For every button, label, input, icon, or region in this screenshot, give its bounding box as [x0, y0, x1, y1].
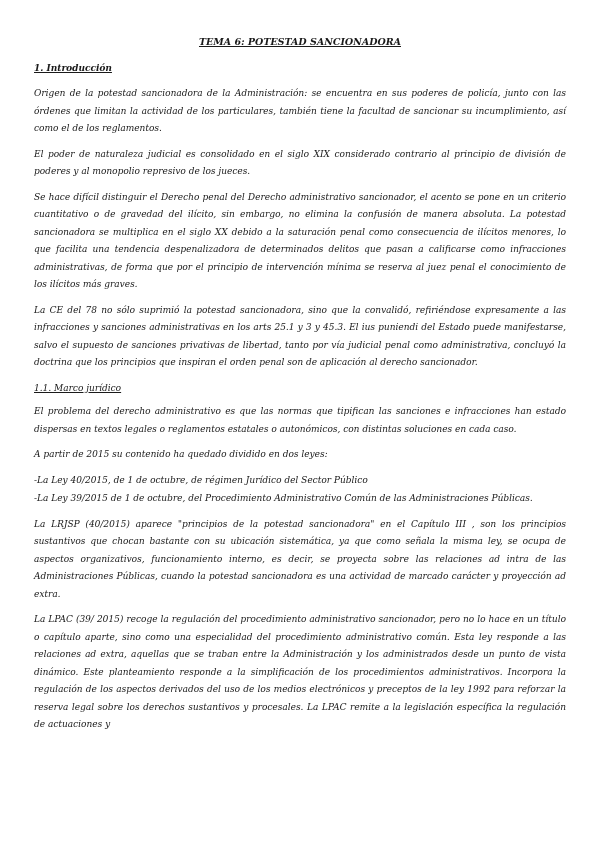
law-item-39-2015: -La Ley 39/2015 de 1 de octubre, del Procedimiento Administrativo Común de las Administraciones Públicas.: [34, 494, 533, 504]
paragraph-lpac: La LPAC (39/ 2015) recoge la regulación del procedimiento administrativo sancionador, pero no lo hace en un título o capítulo aparte, sino como una especialidad del procedimiento administrativo común. Esta ley responde a las relaciones ad extra, aquellas que se traban entre la Administración y los administrados desde un punto de vista dinámico. Este planteamiento responde a la simplificación de los procedimientos administrativos. Incorpora la regulación de los aspectos derivados del uso de los medios electrónicos y preceptos de la ley 1992 para reforzar la reserva legal sobre los derechos sustantivos y procesales. La LPAC remite a la legislación específica la regulación de actuaciones y: [34, 615, 566, 730]
paragraph-lrjsp: La LRJSP (40/2015) aparece "principios de la potestad sancionadora" en el Capítulo III , son los principios sustantivos que chocan bastante con su ubicación sistemática, ya que como señala la misma ley, se ocupa de aspectos organizativos, funcionamiento interno, es decir, se proyecta sobre las relaciones ad intra de las Administraciones Públicas, cuando la potestad sancionadora es una actividad de marcado carácter y proyección ad extra.: [34, 519, 566, 600]
document-body: [34, 34, 566, 743]
paragraph-ce-78: La CE del 78 no sólo suprimió la potestad sancionadora, sino que la convalidó, refiriéndose expresamente a las infracciones y sanciones administrativas en los arts 25.1 y 3 y 45.3. El ius puniendi del Estado puede manifestarse, salvo el supuesto de sanciones privativas de libertad, tanto por vía judicial penal como administrativa, concluyó la doctrina que los principios que inspiran el orden penal son de aplicación al derecho sancionador.: [34, 305, 566, 368]
section-heading-marco-juridico: 1.1. Marco jurídico: [34, 383, 122, 394]
paragraph-derecho-penal: Se hace difícil distinguir el Derecho penal del Derecho administrativo sancionador, el acento se pone en un criterio cuantitativo o de gravedad del ilícito, sin embargo, no elimina la confusión de manera absoluta. La potestad sancionadora se multiplica en el siglo XX debido a la saturación penal como consecuencia de ilícitos menores, lo que facilita una tendencia despenalizadora de determinados delitos que pasan a calificarse como infracciones administrativas, de forma que por el principio de intervención mínima se reserva al juez penal el conocimiento de los ilícitos más graves.: [34, 192, 566, 290]
law-item-40-2015: -La Ley 40/2015, de 1 de octubre, de régimen Jurídico del Sector Público: [34, 475, 368, 486]
paragraph-origen: Origen de la potestad sancionadora de la Administración: se encuentra en sus poderes de policía, junto con las órdenes que limitan la actividad de los particulares, también tiene la facultad de sancionar su incumplimiento, así como el de los reglamentos.: [34, 89, 566, 134]
paragraph-dos-leyes: A partir de 2015 su contenido ha quedado dividido en dos leyes:: [34, 450, 328, 460]
paragraph-problema: El problema del derecho administrativo es que las normas que tipifican las sanciones e infracciones han estado dispersas en textos legales o reglamentos estatales o autonómicos, con distintas soluciones en cada caso.: [34, 407, 566, 435]
document-title: TEMA 6: POTESTAD SANCIONADORA: [198, 37, 401, 48]
paragraph-poder-judicial: El poder de naturaleza judicial es consolidado en el siglo XIX considerado contrario al principio de división de poderes y al monopolio represivo de los jueces.: [34, 149, 566, 177]
section-heading-introduccion: 1. Introducción: [34, 63, 112, 74]
